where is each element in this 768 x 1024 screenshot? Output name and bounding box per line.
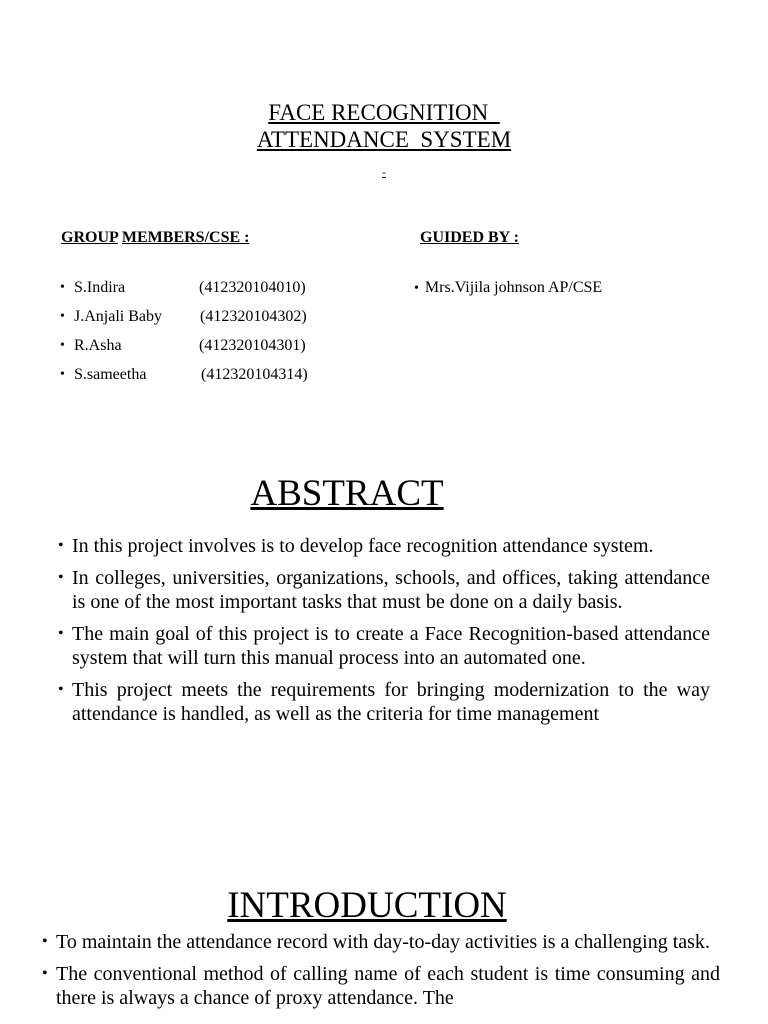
title-line-1: FACE RECOGNITION <box>268 100 500 125</box>
member-name: J.Anjali Baby <box>74 308 162 325</box>
introduction-item <box>42 930 720 954</box>
abstract-list <box>58 534 710 734</box>
member-id: (412320104302) <box>200 308 307 325</box>
member-id: (412320104314) <box>201 366 308 383</box>
bullet-icon: • <box>58 569 64 586</box>
member-name: S.Indira <box>74 279 126 296</box>
abstract-item <box>58 678 710 726</box>
bullet-icon: • <box>58 537 64 554</box>
title-line-2: ATTENDANCE SYSTEM <box>256 127 512 152</box>
bullet-icon: • <box>60 309 65 324</box>
abstract-heading: ABSTRACT <box>250 473 444 514</box>
abstract-item-text: In this project involves is to develop face recognition attendance system. <box>72 535 654 557</box>
bullet-icon: • <box>60 367 65 382</box>
group-members-heading: GROUP MEMBERS/CSE : <box>61 229 250 246</box>
introduction-item-text: The conventional method of calling name of each student is time consuming and there is always a chance of proxy attendance. The <box>56 963 720 1009</box>
member-name: S.sameetha <box>74 366 147 383</box>
abstract-item <box>58 622 710 670</box>
member-id: (412320104301) <box>199 337 306 354</box>
guided-by-heading: GUIDED BY : <box>420 229 519 246</box>
bullet-icon: • <box>42 933 48 950</box>
document-title <box>0 99 768 179</box>
bullet-icon: • <box>60 280 65 295</box>
bullet-icon: • <box>42 965 48 982</box>
introduction-item-text: To maintain the attendance record with day-to-day activities is a challenging task. <box>56 931 710 953</box>
introduction-list <box>42 930 720 1018</box>
bullet-icon: • <box>58 625 64 642</box>
abstract-item <box>58 534 710 558</box>
bullet-icon: • <box>414 281 419 296</box>
title-mark: - <box>382 165 386 179</box>
bullet-icon: • <box>58 681 64 698</box>
introduction-heading: INTRODUCTION <box>227 885 507 926</box>
abstract-item-text: In colleges, universities, organizations, schools, and offices, taking attendance is one of the most important tasks that must be done on a daily basis. <box>72 567 710 613</box>
bullet-icon: • <box>60 338 65 353</box>
abstract-item-text: The main goal of this project is to create a Face Recognition-based attendance system that will turn this manual process into an automated one. <box>72 623 710 669</box>
member-name: R.Asha <box>74 337 122 354</box>
member-id: (412320104010) <box>199 279 306 296</box>
guide-item <box>414 278 602 299</box>
abstract-item <box>58 566 710 614</box>
introduction-item <box>42 962 720 1010</box>
guide-name: Mrs.Vijila johnson AP/CSE <box>424 279 603 296</box>
abstract-item-text: This project meets the requirements for bringing modernization to the way attendance is handled, as well as the criteria for time management <box>72 679 710 725</box>
